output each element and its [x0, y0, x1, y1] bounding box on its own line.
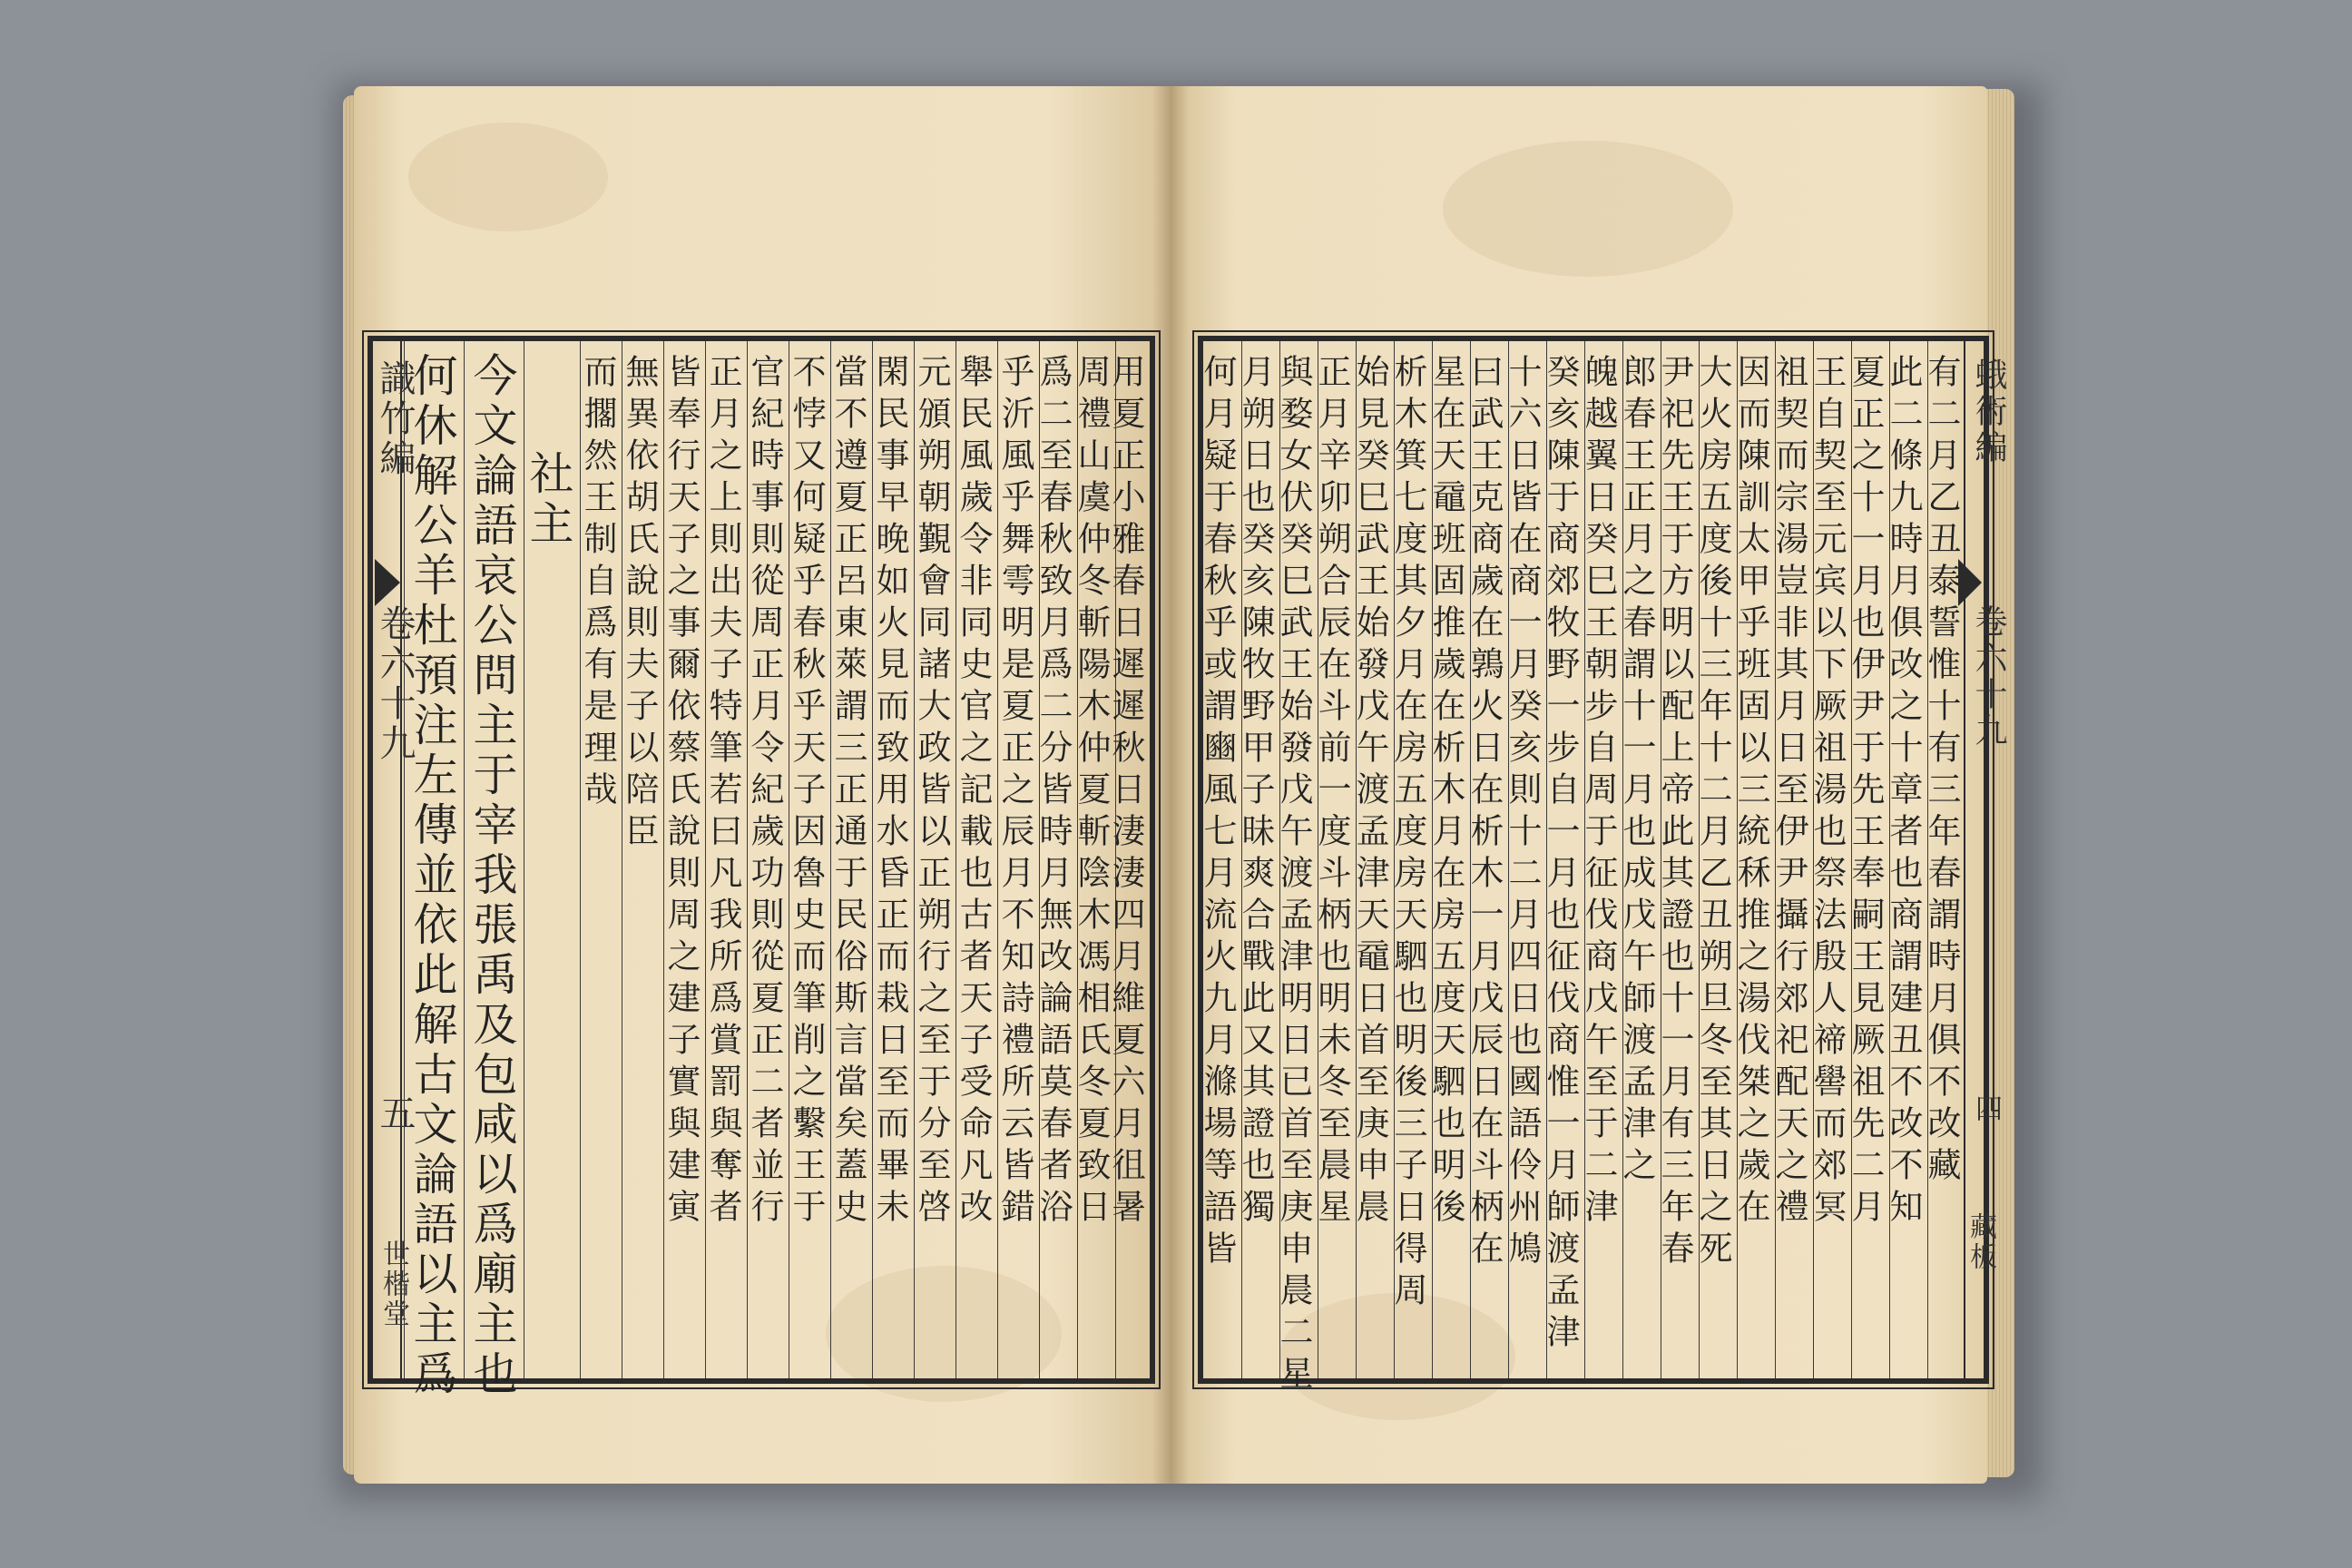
text-column: 用夏正小雅春日遲遲秋日淒淒四月維夏六月徂暑 — [1115, 341, 1150, 1378]
text-column: 周禮山虞仲冬斬陽木仲夏斬陰木馮相氏冬夏致日 — [1077, 341, 1115, 1378]
left-banxin — [371, 341, 416, 1378]
section-heading: 社主 — [524, 341, 580, 1378]
text-column: 正月辛卯朔合辰在斗前一度斗柄也明未冬至晨星 — [1318, 341, 1356, 1378]
left-banxin-publisher: 世楷堂 — [377, 1240, 409, 1329]
text-column: 何休解公羊杜預注左傳並依此解古文論語以主爲 — [404, 341, 464, 1378]
fishtail-mark — [1958, 559, 1982, 606]
left-banxin-title: 識竹編 — [374, 359, 416, 479]
text-column: 癸亥陳于商郊牧野一步自一月也征伐商惟一月師渡孟津 — [1546, 341, 1584, 1378]
text-column: 今文論語哀公問主于宰我張禹及包咸以爲廟主也 — [464, 341, 524, 1378]
paper-stain — [408, 122, 608, 231]
paper-stain — [1443, 141, 1733, 277]
right-text-frame — [1198, 336, 2007, 1397]
text-column: 與婺女伏癸巳武王始發戊午渡孟津明日已首至庚申晨二星 — [1279, 341, 1318, 1378]
text-column: 星在天黿班固推歲在析木月在房五度天駟也明後 — [1432, 341, 1470, 1378]
text-column: 十六日皆在商一月癸亥則十二月四日也國語伶州鳩 — [1508, 341, 1546, 1378]
text-column: 此二條九時月俱改之十章者也商謂建丑不改不知 — [1889, 341, 1927, 1378]
text-column: 何月疑于春秋乎或謂豳風七月流火九月滌場等語皆 — [1198, 354, 1237, 1272]
book-gutter — [1152, 86, 1189, 1484]
text-column: 王自契至元宾以下厥祖湯也祭法殷人禘嚳而郊冥 — [1813, 341, 1851, 1378]
text-column: 閑民事早晚如火見而致用水昏正而栽日至而畢未 — [872, 341, 914, 1378]
text-column: 官紀時事則從周正月令紀歲功則從夏正二者並行 — [747, 341, 789, 1378]
text-column: 當不遵夏正呂東萊謂三正通于民俗斯言當矣蓋史 — [830, 341, 872, 1378]
left-text-frame — [368, 336, 1155, 1400]
text-column: 無異依胡氏說則夫子以陪臣 — [622, 341, 663, 1378]
text-column: 大火房五度後十三年十二月乙丑朔旦冬至其日之死 — [1699, 341, 1737, 1378]
right-banxin-label: 藏板 — [1965, 1212, 1996, 1272]
text-column: 乎沂風乎舞雩明是夏正之辰月不知詩禮所云皆錯 — [997, 341, 1039, 1378]
text-column: 而擱然王制自爲有是理哉 — [580, 341, 622, 1378]
left-banxin-page-number: 五 — [374, 1094, 416, 1134]
text-column: 爲二至春秋致月爲二分皆時月無改論語莫春者浴 — [1039, 341, 1077, 1378]
text-column: 郎春王正月之春謂十一月也成戊午師渡孟津之 — [1622, 341, 1661, 1378]
text-column: 皆奉行天子之事爾依蔡氏說則周之建子實與建寅 — [663, 341, 705, 1378]
text-column: 舉民風歲令非同史官之記載也古者天子受命凡改 — [956, 341, 997, 1378]
text-column: 有二月乙丑泰誓惟十有三年春謂時月俱不改藏 — [1927, 341, 1965, 1378]
right-banxin — [1964, 341, 2007, 1378]
text-column: 魄越翼日癸巳王朝步自周于征伐商戊午至于二津 — [1584, 341, 1622, 1378]
right-banxin-volume: 卷六十九 — [1970, 604, 2007, 750]
text-column: 始見癸巳武王始發戊午渡孟津天黿日首至庚申晨 — [1356, 341, 1394, 1378]
text-column: 尹祀先王于方明以配上帝此其證也十一月有三年春 — [1661, 341, 1699, 1378]
text-column: 不悖又何疑乎春秋乎天子因魯史而筆削之繫王于 — [789, 341, 830, 1378]
text-column: 元頒朔朝覲會同諸大政皆以正朔行之至于分至啓 — [914, 341, 956, 1378]
text-column: 曰武王克商歲在鶉火日在析木一月戊辰日在斗柄在 — [1470, 341, 1508, 1378]
text-column: 夏正之十一月也伊尹于先王奉嗣王見厥祖先二月 — [1851, 341, 1889, 1378]
text-column: 祖契而宗湯豈非其月日至伊尹攝行郊祀配天之禮 — [1775, 341, 1813, 1378]
text-column: 正月之上則出夫子特筆若曰凡我所爲賞罰與奪者 — [705, 341, 747, 1378]
text-column: 因而陳訓太甲乎班固以三統秝推之湯伐桀之歲在 — [1737, 341, 1775, 1378]
fishtail-mark — [375, 559, 400, 606]
text-column: 析木箕七度其夕月在房五度房天駟也明後三子日得周 — [1394, 341, 1432, 1378]
right-banxin-page-number: 四 — [1970, 1094, 2002, 1125]
right-banxin-title: 蛾術編 — [1970, 358, 2007, 466]
text-column: 月朔日也癸亥陳牧野甲子昧爽合戰此又其證也獨 — [1241, 341, 1279, 1378]
left-banxin-volume: 卷六十九 — [374, 604, 416, 764]
